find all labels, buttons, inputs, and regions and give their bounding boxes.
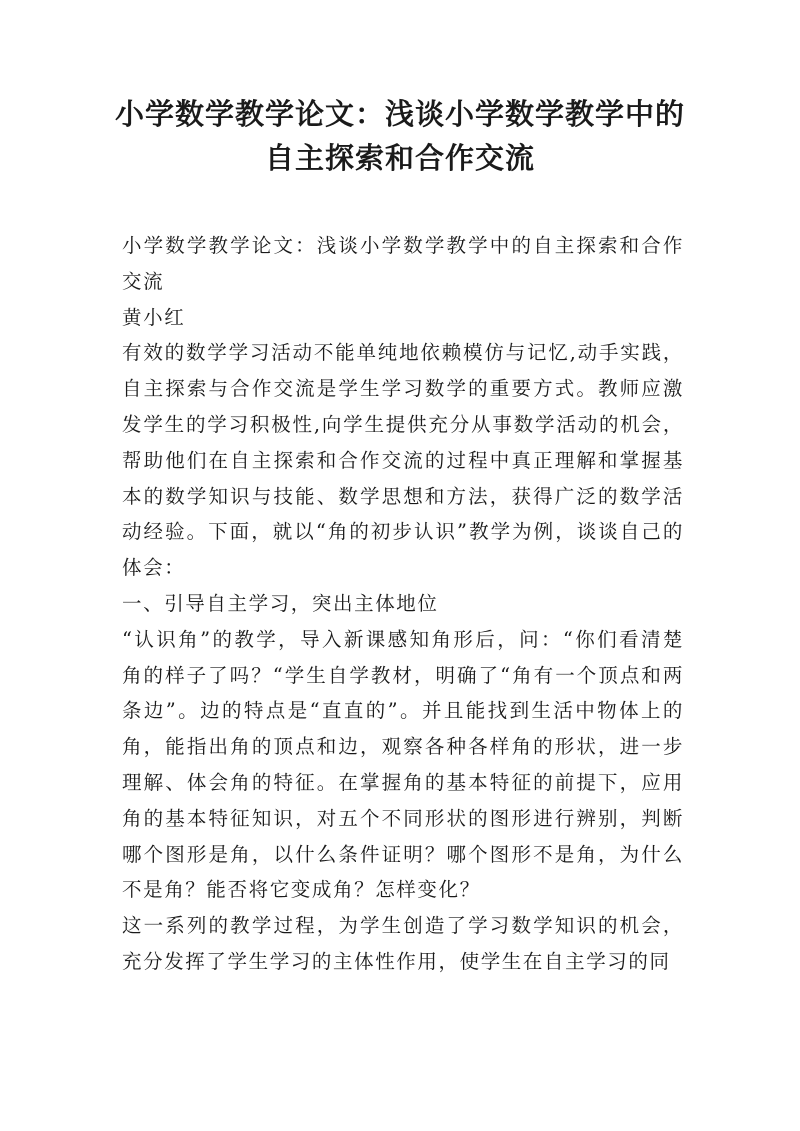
paragraph-repeated-title: 小学数学教学论文：浅谈小学数学教学中的自主探索和合作交流: [122, 234, 684, 293]
paragraph-intro: 有效的数学学习活动不能单纯地依赖模仿与记忆,动手实践，自主探索与合作交流是学生学习数学的重要方式。教师应激发学生的学习积极性,向学生提供充分从事数学活动的机会，帮助他们在自主探索和合作交流的过程中真正理解和掌握基本的数学知识与技能、数学思想和方法，获得广泛的数学活动经验。下面，就以“角的初步认识”教学为例，谈谈自己的体会：: [122, 341, 684, 580]
title-line-1: 小学数学教学论文：浅谈小学数学教学中的: [114, 97, 685, 131]
title-line-2: 自主探索和合作交流: [264, 141, 535, 175]
paragraph-section-1: “认识角”的教学，导入新课感知角形后，问：“你们看清楚角的样子了吗？“学生自学教材，明确了“角有一个顶点和两条边”。边的特点是“直直的”。并且能找到生活中物体上的角，能指出角的顶点和边，观察各种各样角的形状，进一步理解、体会角的特征。在掌握角的基本特征的前提下，应用角的基本特征知识，对五个不同形状的图形进行辨别，判断哪个图形是角，以什么条件证明？哪个图形不是角，为什么不是角？能否将它变成角？怎样变化？: [122, 627, 684, 902]
document-body: [122, 228, 684, 980]
paragraph-author: 黄小红: [122, 305, 186, 329]
paragraph-section-1-cont: 这一系列的教学过程，为学生创造了学习数学知识的机会，充分发挥了学生学习的主体性作用，使学生在自主学习的同: [122, 914, 684, 973]
document-title: [100, 92, 700, 180]
section-heading-1: 一、引导自主学习，突出主体地位: [122, 591, 439, 615]
